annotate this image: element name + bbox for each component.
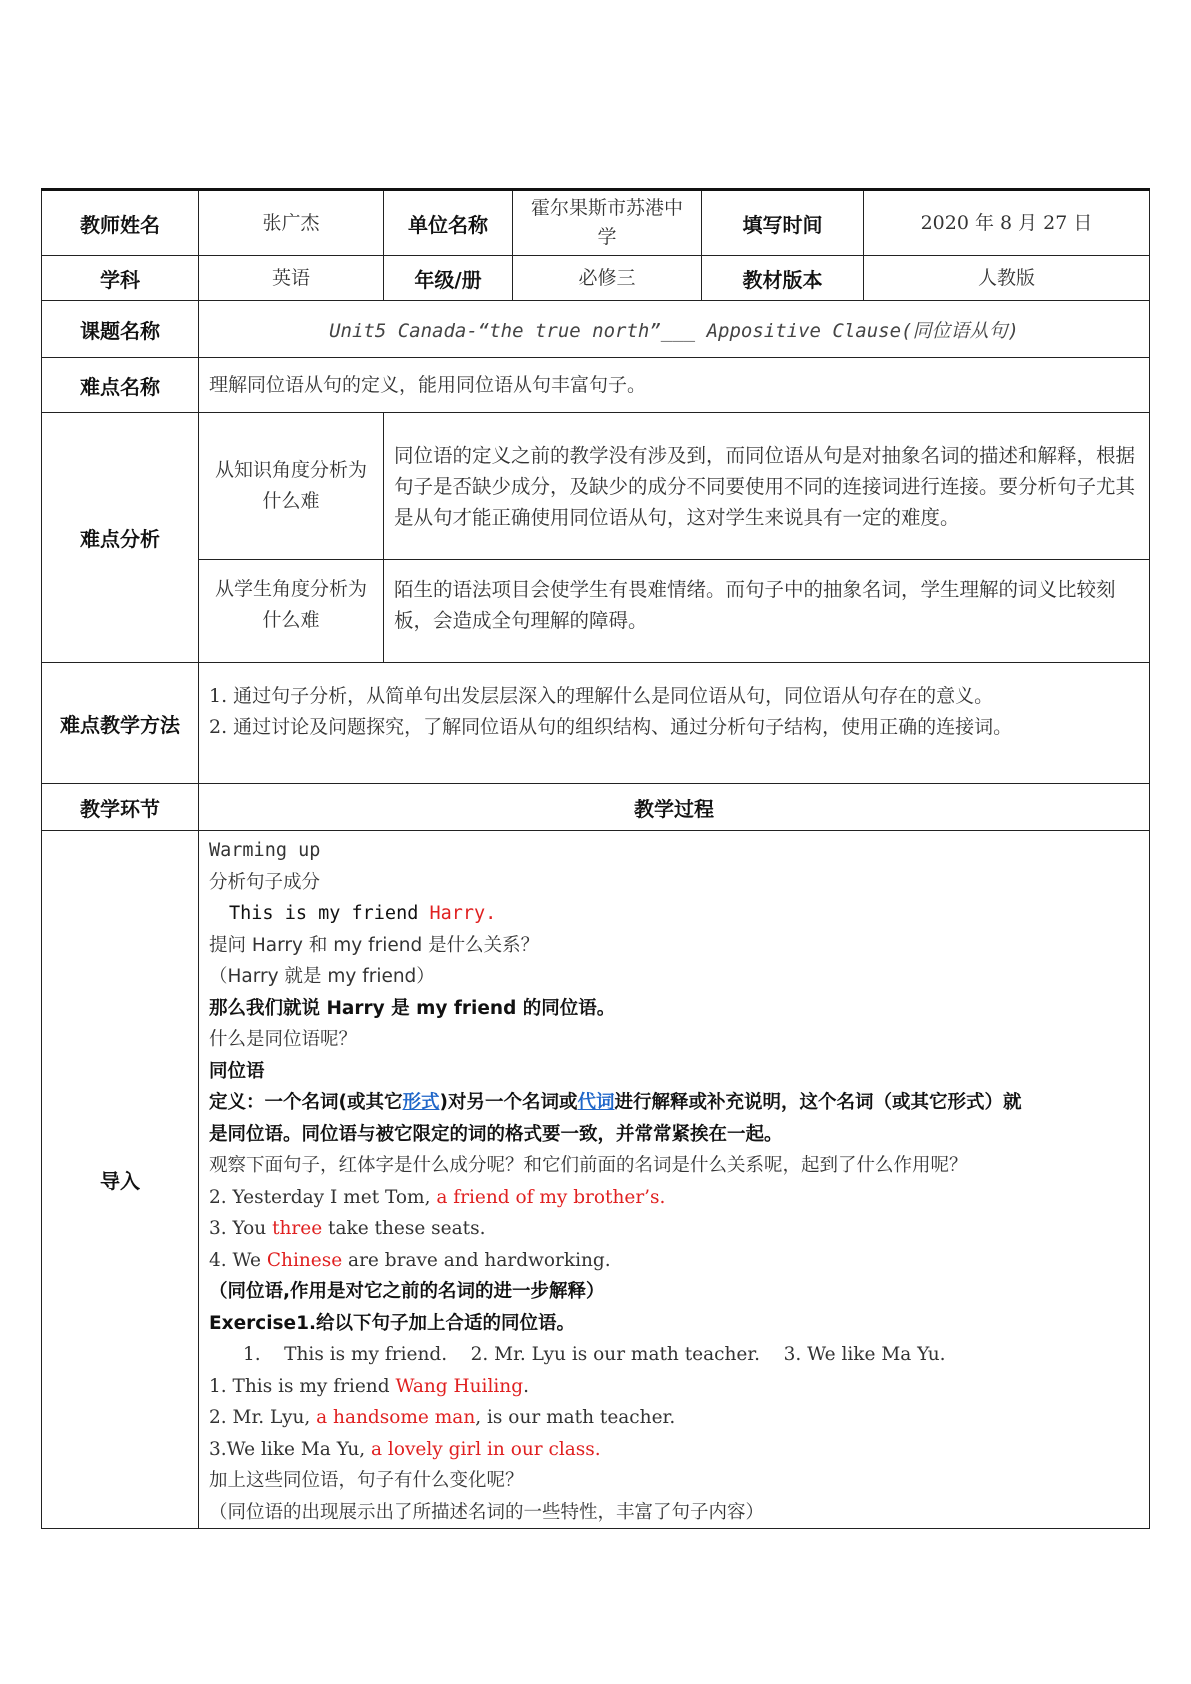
sentence-2-main: 2. Yesterday I met Tom, bbox=[209, 1186, 437, 1208]
link-pronoun[interactable]: 代词 bbox=[577, 1092, 615, 1113]
answer-1-main: 1. This is my friend bbox=[209, 1375, 396, 1397]
definition-part-c: 进行解释或补充说明，这个名词（或其它形式）就 bbox=[614, 1092, 1022, 1113]
answer-2-end: , is our math teacher. bbox=[475, 1407, 676, 1428]
method-line-1: 1. 通过句子分析，从简单句出发层层深入的理解什么是同位语从句，同位语从句存在的意义。 bbox=[209, 685, 994, 707]
definition-line-2: 是同位语。同位语与被它限定的词的格式要一致，并常常紧挨在一起。 bbox=[209, 1123, 783, 1145]
appositive-title: 同位语 bbox=[209, 1060, 265, 1082]
answer-sentence-3 bbox=[209, 1434, 1139, 1466]
sentence-3-end: take these seats. bbox=[322, 1218, 486, 1239]
exercise-title: Exercise1.给以下句子加上合适的同位语。 bbox=[209, 1312, 576, 1334]
date-label: 填写时间 bbox=[702, 190, 864, 256]
question-1: 提问 Harry 和 my friend 是什么关系？ bbox=[209, 934, 540, 956]
answer-3: （同位语的出现展示出了所描述名词的一些特性，丰富了句子内容） bbox=[209, 1501, 765, 1523]
sentence-4-end: are brave and hardworking. bbox=[342, 1249, 611, 1271]
note-text: （同位语,作用是对它之前的名词的进一步解释） bbox=[209, 1281, 605, 1302]
intro-content bbox=[199, 831, 1150, 1529]
question-3: 加上这些同位语，句子有什么变化呢？ bbox=[209, 1470, 524, 1491]
example-sentence bbox=[209, 898, 1139, 930]
difficulty-label: 难点名称 bbox=[42, 358, 199, 413]
example-sentence-main: This is my friend bbox=[229, 903, 430, 924]
sentence-4 bbox=[209, 1245, 1139, 1277]
question-2: 什么是同位语呢？ bbox=[209, 1029, 358, 1050]
answer-3-main: 3.We like Ma Yu, bbox=[209, 1438, 371, 1460]
teacher-label: 教师姓名 bbox=[42, 190, 199, 256]
sentence-2 bbox=[209, 1182, 1139, 1214]
sentence-4-start: 4. We bbox=[209, 1249, 267, 1271]
difficulty-value: 理解同位语从句的定义，能用同位语从句丰富句子。 bbox=[199, 358, 1150, 413]
sentence-4-appositive: Chinese bbox=[266, 1249, 343, 1271]
link-form[interactable]: 形式 bbox=[402, 1092, 440, 1113]
answer-2-main: 2. Mr. Lyu, bbox=[209, 1407, 317, 1428]
method-content bbox=[199, 663, 1150, 784]
definition-part-b: )对另一个名词或 bbox=[439, 1092, 578, 1113]
teacher-value: 张广杰 bbox=[199, 190, 384, 256]
knowledge-angle-text: 同位语的定义之前的教学没有涉及到，而同位语从句是对抽象名词的描述和解释，根据句子是否缺少成分，及缺少的成分不同要使用不同的连接词进行连接。要分析句子尤其是从句才能正确使用同位语从句，这对学生来说具有一定的难度。 bbox=[384, 413, 1150, 560]
answer-1-end: . bbox=[523, 1375, 529, 1397]
subject-label: 学科 bbox=[42, 256, 199, 301]
method-label: 难点教学方法 bbox=[42, 663, 199, 784]
answer-2-appositive: a handsome man bbox=[316, 1407, 476, 1428]
lesson-plan-table bbox=[41, 188, 1150, 1529]
exercise-items: 1. This is my friend. 2. Mr. Lyu is our math teacher. 3. We like Ma Yu. bbox=[243, 1344, 946, 1365]
sentence-3-start: 3. You bbox=[209, 1218, 273, 1239]
sentence-3 bbox=[209, 1213, 1139, 1245]
student-angle-text: 陌生的语法项目会使学生有畏难情绪。而句子中的抽象名词，学生理解的词义比较刻板，会造成全句理解的障碍。 bbox=[384, 560, 1150, 663]
definition-part-a: 定义：一个名词(或其它 bbox=[209, 1092, 403, 1113]
answer-1: （Harry 就是 my friend） bbox=[209, 966, 435, 987]
process-label: 教学过程 bbox=[199, 784, 1150, 831]
student-angle-label: 从学生角度分析为什么难 bbox=[199, 560, 384, 663]
warming-up-text: Warming up bbox=[209, 840, 321, 861]
sentence-3-appositive: three bbox=[272, 1218, 323, 1239]
example-sentence-appositive: Harry. bbox=[429, 903, 497, 924]
sentence-2-appositive: a friend of my brother’s. bbox=[436, 1186, 666, 1208]
method-line-2: 2. 通过讨论及问题探究，了解同位语从句的组织结构、通过分析句子结构，使用正确的连接词。 bbox=[209, 716, 1013, 738]
topic-label: 课题名称 bbox=[42, 301, 199, 358]
unit-value: 霍尔果斯市苏港中学 bbox=[513, 190, 702, 256]
observe-text: 观察下面句子，红体字是什么成分呢？和它们前面的名词是什么关系呢，起到了什么作用呢？ bbox=[209, 1155, 968, 1176]
answer-sentence-1 bbox=[209, 1371, 1139, 1403]
answer-sentence-2 bbox=[209, 1402, 1139, 1434]
answer-1-appositive: Wang Huiling bbox=[395, 1375, 524, 1397]
analysis-label: 难点分析 bbox=[42, 413, 199, 663]
edition-label: 教材版本 bbox=[702, 256, 864, 301]
stage-label: 教学环节 bbox=[42, 784, 199, 831]
unit-label: 单位名称 bbox=[384, 190, 513, 256]
conclusion-text: 那么我们就说 Harry 是 my friend 的同位语。 bbox=[209, 997, 616, 1019]
answer-3-appositive: a lovely girl in our class. bbox=[371, 1438, 601, 1460]
date-value: 2020 年 8 月 27 日 bbox=[864, 190, 1150, 256]
intro-label: 导入 bbox=[42, 831, 199, 1529]
knowledge-angle-label: 从知识角度分析为什么难 bbox=[199, 413, 384, 560]
grade-label: 年级/册 bbox=[384, 256, 513, 301]
subject-value: 英语 bbox=[199, 256, 384, 301]
analyze-text: 分析句子成分 bbox=[209, 871, 321, 893]
definition-line-1 bbox=[209, 1087, 1139, 1119]
topic-value: Unit5 Canada-“the true north”___ Appositive Clause(同位语从句) bbox=[199, 301, 1150, 358]
edition-value: 人教版 bbox=[864, 256, 1150, 301]
grade-value: 必修三 bbox=[513, 256, 702, 301]
